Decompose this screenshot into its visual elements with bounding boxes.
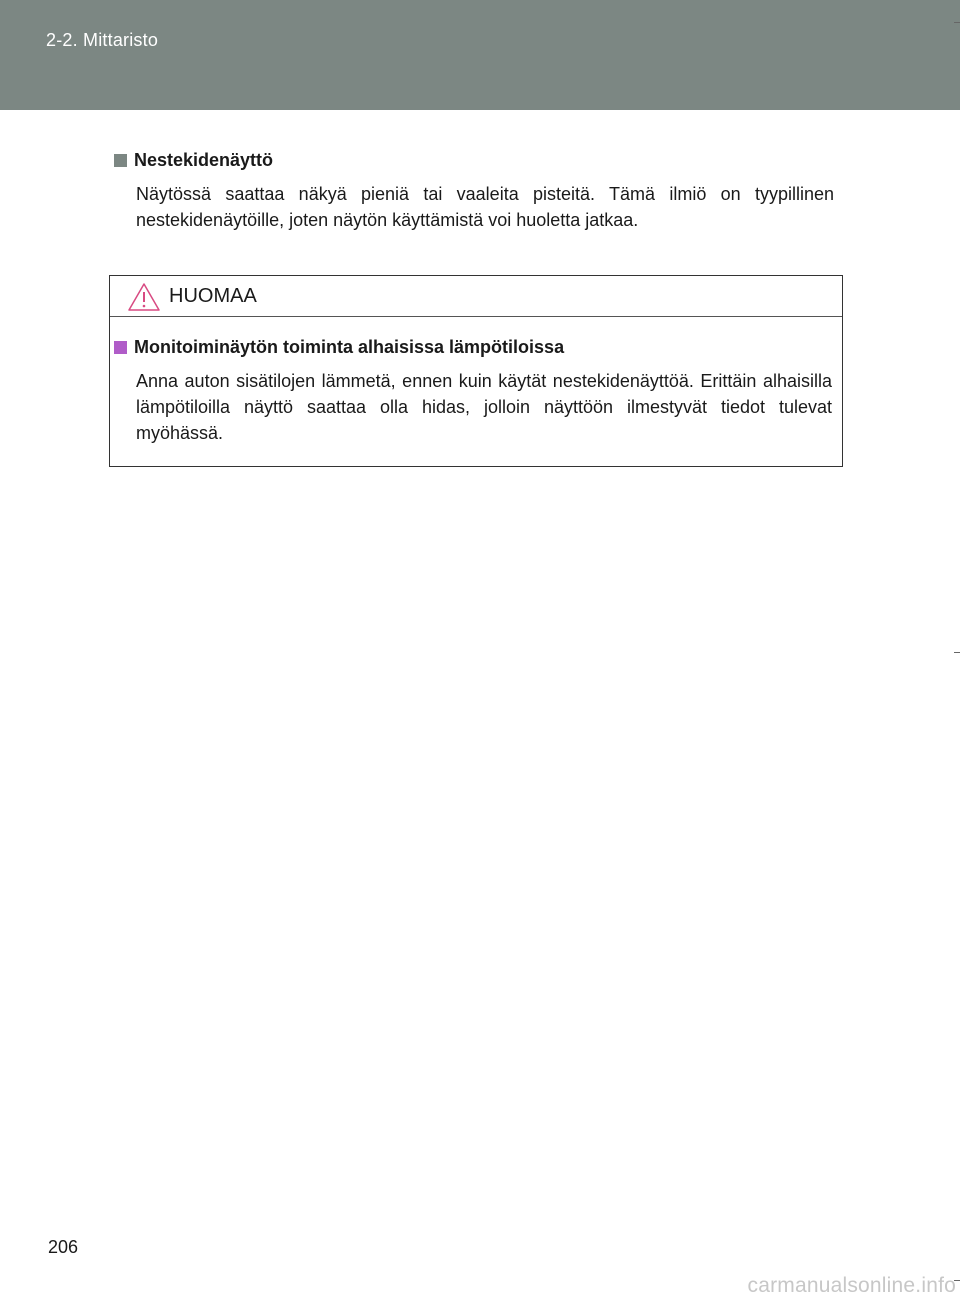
notice-header	[110, 276, 842, 317]
notice-paragraph: Anna auton sisätilojen lämmetä, ennen kuin käytät nestekidenäyttöä. Erittäin alhaisilla lämpötiloilla näyttö saattaa olla hidas, jolloin näyttöön ilmestyvät tiedot tulevat myöhässä.	[136, 371, 832, 443]
notice-box	[109, 275, 843, 467]
chapter-title: 2-2. Mittaristo	[46, 30, 159, 50]
watermark-text: carmanualsonline.info	[747, 1274, 956, 1297]
section-paragraph: Näytössä saattaa näkyä pieniä tai vaaleita pisteitä. Tämä ilmiö on tyypillinen nestekidenäytöille, joten näytön käyttämistä voi huoletta jatkaa.	[136, 184, 834, 230]
warning-triangle-icon	[127, 282, 161, 312]
notice-title: HUOMAA	[169, 285, 257, 307]
notice-heading-text: Monitoiminäytön toiminta alhaisissa lämpötiloissa	[134, 337, 565, 357]
crop-mark	[954, 22, 960, 23]
page-number: 206	[48, 1237, 79, 1257]
notice-heading	[114, 334, 832, 360]
square-bullet-icon	[114, 154, 127, 167]
lcd-section	[114, 147, 834, 233]
square-bullet-icon	[114, 341, 127, 354]
notice-body	[110, 317, 842, 446]
crop-mark	[954, 652, 960, 653]
header-bar	[0, 0, 960, 110]
section-heading-text: Nestekidenäyttö	[134, 150, 274, 170]
section-heading	[114, 147, 834, 173]
